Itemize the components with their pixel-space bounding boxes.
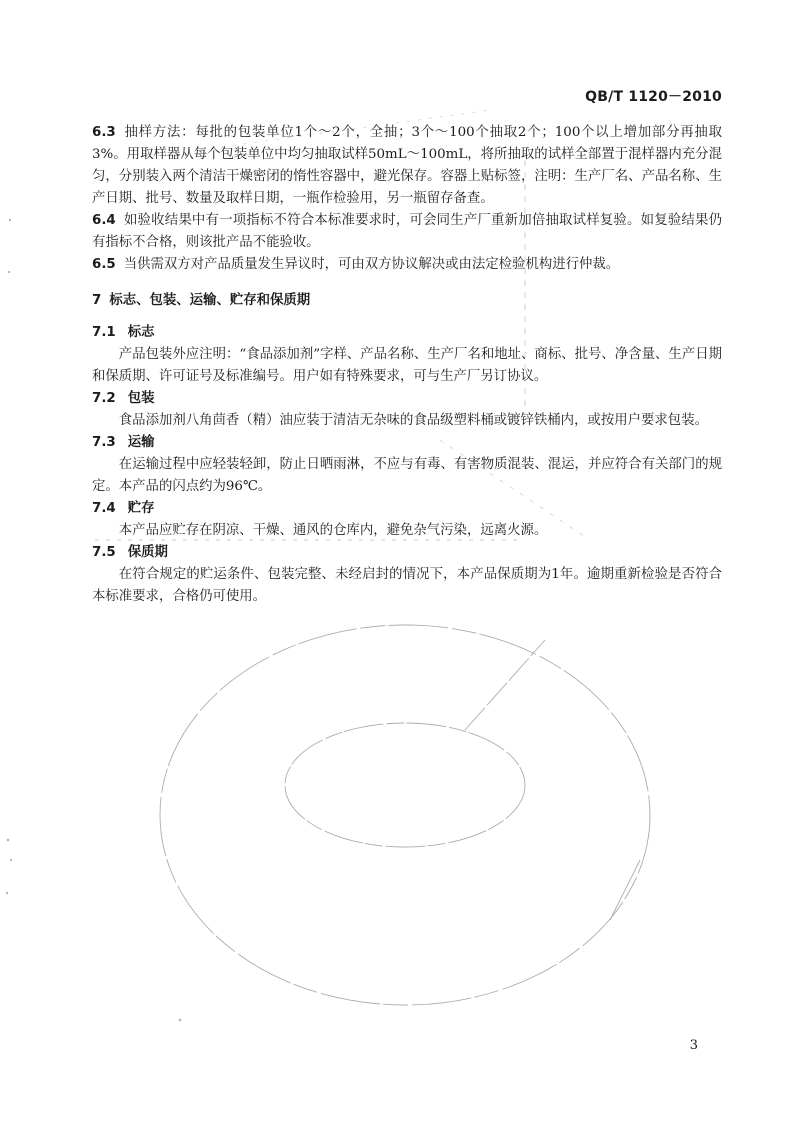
clause-number: 6.5	[92, 257, 116, 272]
standard-code: QB/T 1120－2010	[585, 89, 722, 105]
subsection-7-5-heading	[92, 542, 722, 564]
clause-6-3	[92, 122, 722, 210]
subsection-title: 贮存	[127, 501, 155, 516]
clause-6-5	[92, 254, 722, 276]
section-7-heading	[92, 290, 722, 312]
clause-6-4	[92, 210, 722, 254]
clause-number: 6.3	[92, 125, 116, 140]
document-body	[92, 122, 722, 608]
section-title: 标志、包装、运输、贮存和保质期	[109, 293, 311, 308]
subsection-title: 保质期	[127, 545, 168, 560]
subsection-title: 运输	[127, 435, 155, 450]
subsection-7-1-heading	[92, 322, 722, 344]
subsection-number: 7.1	[92, 325, 116, 340]
page-number: 3	[689, 1038, 698, 1053]
subsection-number: 7.4	[92, 501, 116, 516]
clause-text: 抽样方法：每批的包装单位1个～2个，全抽；3个～100个抽取2个；100个以上增加部分再抽取3%。用取样器从每个包装单位中均匀抽取试样50mL～100mL，将所抽取的试样全部置于混样器内充分混匀，分别装入两个清洁干燥密闭的惰性容器中，避光保存。容器上贴标签，注明：生产厂名、产品名称、生产日期、批号、数量及取样日期，一瓶作检验用，另一瓶留存备查。	[92, 125, 722, 206]
subsection-title: 包装	[127, 391, 155, 406]
subsection-number: 7.2	[92, 391, 116, 406]
subsection-number: 7.3	[92, 435, 116, 450]
subsection-title: 标志	[127, 325, 155, 340]
section-number: 7	[92, 293, 102, 308]
subsection-7-4-heading	[92, 498, 722, 520]
clause-text: 如验收结果中有一项指标不符合本标准要求时，可会同生产厂重新加倍抽取试样复验。如复验结果仍有指标不合格，则该批产品不能验收。	[92, 213, 722, 250]
subsection-7-2-text: 食品添加剂八角茴香（精）油应装于清洁无杂味的食品级塑料桶或镀锌铁桶内，或按用户要求包装。	[118, 413, 708, 428]
clause-text: 当供需双方对产品质量发生异议时，可由双方协议解决或由法定检验机构进行仲裁。	[123, 257, 620, 272]
subsection-number: 7.5	[92, 545, 116, 560]
subsection-7-4-text: 本产品应贮存在阴凉、干燥、通风的仓库内，避免杂气污染，远离火源。	[118, 523, 548, 538]
subsection-7-3-heading	[92, 432, 722, 454]
clause-number: 6.4	[92, 213, 116, 228]
subsection-7-3-text: 在运输过程中应轻装轻卸，防止日晒雨淋，不应与有毒、有害物质混装、混运，并应符合有关部门的规定。本产品的闪点约为96℃。	[92, 457, 722, 494]
subsection-7-2-heading	[92, 388, 722, 410]
subsection-7-1-text: 产品包装外应注明：“食品添加剂”字样、产品名称、生产厂名和地址、商标、批号、净含量、生产日期和保质期、许可证号及标准编号。用户如有特殊要求，可与生产厂另订协议。	[92, 347, 722, 384]
subsection-7-5-text: 在符合规定的贮运条件、包装完整、未经启封的情况下，本产品保质期为1年。逾期重新检验是否符合本标准要求，合格仍可使用。	[92, 567, 722, 604]
